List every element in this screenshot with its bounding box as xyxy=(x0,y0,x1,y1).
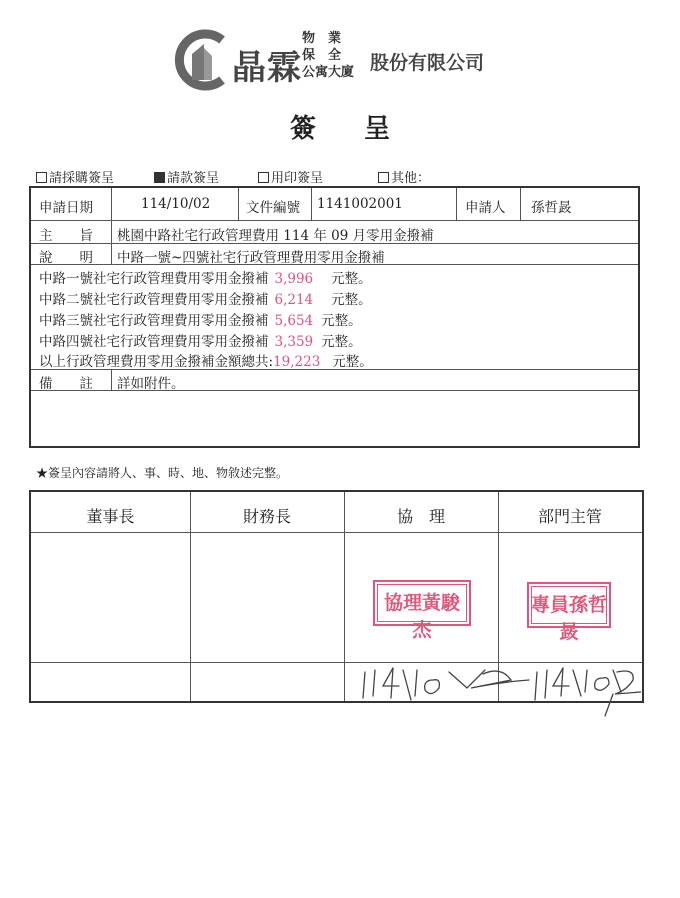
type-option-other[interactable]: 其他： xyxy=(378,167,430,186)
line-item: 中路四號社宅行政管理費用零用金撥補 3,359 元整。 xyxy=(39,334,362,350)
date-label: 申請日期 xyxy=(39,200,93,216)
document-title: 簽呈 xyxy=(289,114,438,144)
approval-stamp: 協理黃駿杰 xyxy=(373,580,471,626)
company-suffix: 股份有限公司 xyxy=(370,52,485,74)
date-value: 114/10/02 xyxy=(141,196,211,212)
request-form xyxy=(29,186,640,448)
brand-sub-line1: 物 業 xyxy=(302,31,342,46)
approval-stamp: 專員孫哲晸 xyxy=(527,582,611,628)
divider xyxy=(31,532,642,533)
total-line: 以上行政管理費用零用金撥補金額總共:19,223 元整。 xyxy=(39,354,373,370)
company-header xyxy=(170,28,500,98)
line-item: 中路一號社宅行政管理費用零用金撥補 3,996 元整。 xyxy=(39,271,372,287)
checkbox-icon[interactable] xyxy=(258,172,269,183)
header-chairman: 董事長 xyxy=(86,507,135,526)
subject-value: 桃園中路社宅行政管理費用 114 年 09 月零用金撥補 xyxy=(117,228,434,244)
divider xyxy=(111,369,112,390)
remark-label: 備 註 xyxy=(39,376,93,392)
divider xyxy=(111,188,112,264)
brand-name: 晶霖 xyxy=(232,48,302,88)
instruction-note: ★簽呈內容請將人、事、時、地、物敘述完整。 xyxy=(36,466,289,480)
header-dept-head: 部門主管 xyxy=(537,507,602,526)
signature-table xyxy=(29,490,644,703)
company-logo-icon xyxy=(170,28,232,92)
checkbox-icon[interactable] xyxy=(36,172,47,183)
applicant-value: 孫哲晸 xyxy=(531,200,572,216)
remark-value: 詳如附件。 xyxy=(117,376,185,392)
header-vice-manager: 協 理 xyxy=(396,507,445,526)
header-cfo: 財務長 xyxy=(242,507,291,526)
type-option-seal[interactable]: 用印簽呈 xyxy=(258,167,323,186)
description-label: 說 明 xyxy=(39,250,93,266)
line-item: 中路三號社宅行政管理費用零用金撥補 5,654 元整。 xyxy=(39,313,362,329)
doc-no-label: 文件編號 xyxy=(246,200,300,216)
handwritten-date-signature xyxy=(351,662,641,722)
checkbox-icon[interactable] xyxy=(378,172,389,183)
doc-no-value: 1141002001 xyxy=(317,196,403,212)
checkbox-checked-icon[interactable] xyxy=(154,172,165,183)
divider xyxy=(31,220,638,221)
divider xyxy=(456,188,457,220)
divider xyxy=(520,188,521,220)
type-option-payment[interactable]: 請款簽呈 xyxy=(154,167,219,186)
brand-sub-line3: 公寓大廈 xyxy=(302,65,355,80)
divider xyxy=(311,188,312,220)
description-value: 中路一號~四號社宅行政管理費用零用金撥補 xyxy=(117,250,385,266)
divider xyxy=(238,188,239,220)
applicant-label: 申請人 xyxy=(465,200,506,216)
type-option-purchase[interactable]: 請採購簽呈 xyxy=(36,167,114,186)
line-item: 中路二號社宅行政管理費用零用金撥補 6,214 元整。 xyxy=(39,292,372,308)
subject-label: 主 旨 xyxy=(39,228,93,244)
brand-sub-line2: 保 全 xyxy=(302,48,342,63)
